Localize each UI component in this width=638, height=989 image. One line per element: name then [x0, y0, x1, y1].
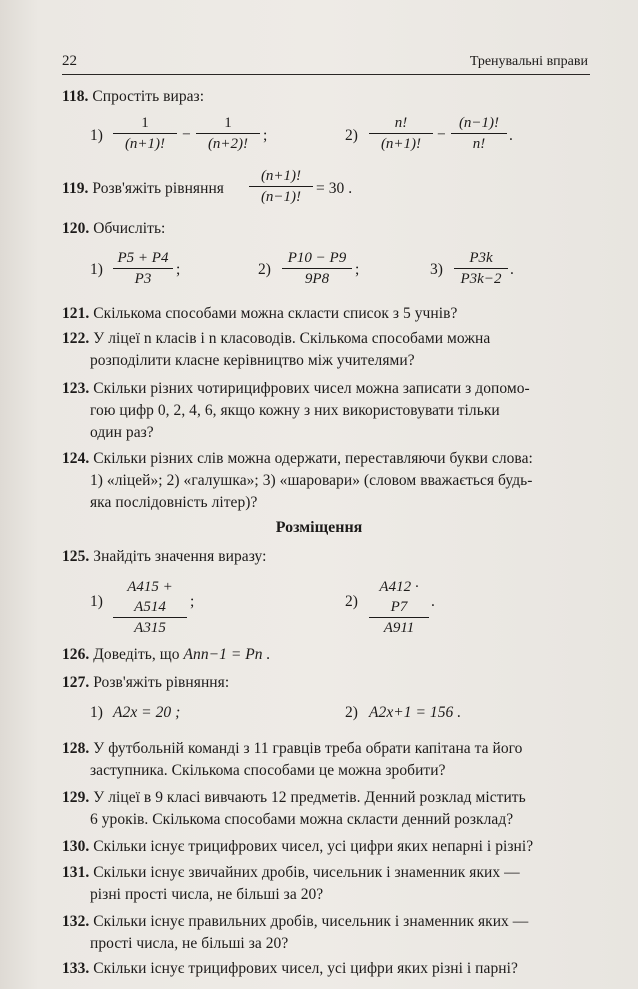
item-label: 2) — [345, 593, 359, 610]
item-label: 2) — [345, 127, 359, 144]
item-label: 1) — [90, 593, 104, 610]
exercise-text-line: різні прості числа, не більші за 20? — [90, 886, 324, 903]
denominator: A315 — [134, 620, 166, 636]
exercise-text-line: розподілити класне керівництво між учителями? — [90, 352, 415, 369]
exercise-128 — [62, 740, 522, 758]
fraction — [113, 113, 177, 154]
fraction — [282, 248, 352, 289]
equation: A2x = 20 ; — [113, 704, 181, 721]
exercise-text: Знайдіть значення виразу: — [93, 548, 267, 565]
exercise-number: 118. — [62, 88, 89, 105]
semicolon: ; — [263, 127, 268, 144]
exercise-number: 121. — [62, 305, 90, 322]
exercise-text-line: У футбольній команді з 11 гравців треба обрати капітана та його — [93, 740, 523, 757]
exercise-125 — [62, 548, 267, 566]
exercise-text: Скільки існує трицифрових чисел, усі цифри яких різні і парні? — [93, 960, 518, 977]
semicolon: ; — [176, 261, 181, 278]
exercise-text: Скількома способами можна скласти список з 5 учнів? — [93, 305, 458, 322]
fraction — [196, 113, 260, 154]
exercise-129 — [62, 789, 526, 807]
exercise-text-line: заступника. Скількома способами це можна зробити? — [90, 762, 446, 779]
exercise-number: 130. — [62, 838, 90, 855]
formula: Ann−1 = Pn . — [183, 646, 271, 663]
denominator: (n+2)! — [207, 136, 249, 152]
exercise-text-line: У ліцеї в 9 класі вивчають 12 предметів. Денний розклад містить — [93, 789, 526, 806]
denominator: P3 — [134, 271, 152, 287]
exercise-120 — [62, 220, 165, 238]
item-label: 2) — [345, 704, 359, 721]
exercise-number: 133. — [62, 960, 90, 977]
exercise-132 — [62, 913, 528, 931]
exercise-124 — [62, 450, 533, 468]
denominator: P3k−2 — [460, 271, 502, 287]
exercise-text-line: 1) «ліцей»; 2) «галушка»; 3) «шаровари» (словом вважається будь- — [90, 472, 533, 489]
exercise-126 — [62, 646, 270, 664]
fraction — [113, 248, 173, 289]
exercise-number: 124. — [62, 450, 90, 467]
exercise-number: 119. — [62, 180, 89, 197]
section-title: Розміщення — [275, 519, 363, 536]
numerator: (n−1)! — [451, 113, 507, 134]
numerator: (n+1)! — [249, 166, 313, 187]
exercise-number: 129. — [62, 789, 90, 806]
denominator: A911 — [383, 620, 415, 636]
exercise-number: 120. — [62, 220, 90, 237]
fraction — [454, 248, 508, 289]
denominator: (n−1)! — [260, 189, 302, 205]
page-number: 22 — [62, 53, 77, 69]
minus-sign: − — [437, 126, 446, 143]
exercise-130 — [62, 838, 533, 856]
numerator: 1 — [113, 113, 177, 134]
numerator: 1 — [196, 113, 260, 134]
exercise-number: 128. — [62, 740, 90, 757]
minus-sign: − — [182, 126, 191, 143]
numerator: P10 − P9 — [282, 248, 352, 269]
fraction — [451, 113, 507, 154]
exercise-number: 126. — [62, 646, 90, 663]
item-label: 1) — [90, 261, 104, 278]
denominator: (n+1)! — [124, 136, 166, 152]
period: . — [431, 593, 435, 610]
exercise-118 — [62, 88, 204, 106]
denominator: n! — [472, 136, 486, 152]
section-header: Тренувальні вправи — [469, 54, 588, 69]
equation: A2x+1 = 156 . — [369, 704, 462, 721]
item-label: 2) — [258, 261, 272, 278]
semicolon: ; — [355, 261, 360, 278]
exercise-text-line: Скільки існує звичайних дробів, чисельник і знаменник яких — — [93, 864, 520, 881]
exercise-text: Спростіть вираз: — [92, 88, 205, 105]
item-label: 1) — [90, 704, 104, 721]
exercise-number: 131. — [62, 864, 90, 881]
exercise-text-line: У ліцеї n класів і n класоводів. Скількома способами можна — [93, 330, 491, 347]
exercise-number: 127. — [62, 674, 90, 691]
exercise-131 — [62, 864, 520, 882]
exercise-text-line: один раз? — [90, 424, 154, 441]
exercise-number: 122. — [62, 330, 90, 347]
exercise-text-line: яка послідовність літер)? — [90, 494, 258, 511]
exercise-123 — [62, 380, 530, 398]
numerator: A412 · P7 — [369, 577, 429, 618]
period: . — [510, 261, 514, 278]
semicolon: ; — [190, 593, 195, 610]
numerator: P5 + P4 — [113, 248, 173, 269]
denominator: 9P8 — [304, 271, 330, 287]
exercise-119 — [62, 180, 224, 198]
exercise-121 — [62, 305, 457, 323]
exercise-text-line: Скільки існує правильних дробів, чисельник і знаменник яких — — [93, 913, 529, 930]
exercise-text: Обчисліть: — [93, 220, 166, 237]
exercise-number: 123. — [62, 380, 90, 397]
fraction — [249, 166, 313, 207]
numerator: A415 + A514 — [113, 577, 187, 618]
exercise-text-line: Скільки різних чотирицифрових чисел можна записати з допомо- — [93, 380, 530, 397]
exercise-number: 125. — [62, 548, 90, 565]
exercise-127 — [62, 674, 229, 692]
exercise-number: 132. — [62, 913, 90, 930]
page-header — [62, 50, 590, 75]
numerator: P3k — [454, 248, 508, 269]
numerator: n! — [369, 113, 433, 134]
fraction — [369, 577, 429, 638]
exercise-122 — [62, 330, 490, 348]
period: . — [509, 127, 513, 144]
fraction — [369, 113, 433, 154]
item-label: 1) — [90, 127, 104, 144]
exercise-text-line: гою цифр 0, 2, 4, 6, якщо кожну з них використовувати тільки — [90, 402, 500, 419]
exercise-text: Скільки існує трицифрових чисел, усі цифри яких непарні і різні? — [93, 838, 534, 855]
exercise-133 — [62, 960, 518, 978]
equation-rhs: = 30 . — [316, 180, 353, 197]
exercise-text: Розв'яжіть рівняння: — [93, 674, 230, 691]
exercise-text: Доведіть, що — [93, 646, 180, 663]
exercise-text-line: Скільки різних слів можна одержати, переставляючи букви слова: — [93, 450, 533, 467]
item-label: 3) — [430, 261, 444, 278]
denominator: (n+1)! — [380, 136, 422, 152]
exercise-text: Розв'яжіть рівняння — [92, 180, 224, 197]
fraction — [113, 577, 187, 638]
exercise-text-line: прості числа, не більші за 20? — [90, 935, 289, 952]
exercise-text-line: 6 уроків. Скількома способами можна скласти денний розклад? — [90, 811, 514, 828]
